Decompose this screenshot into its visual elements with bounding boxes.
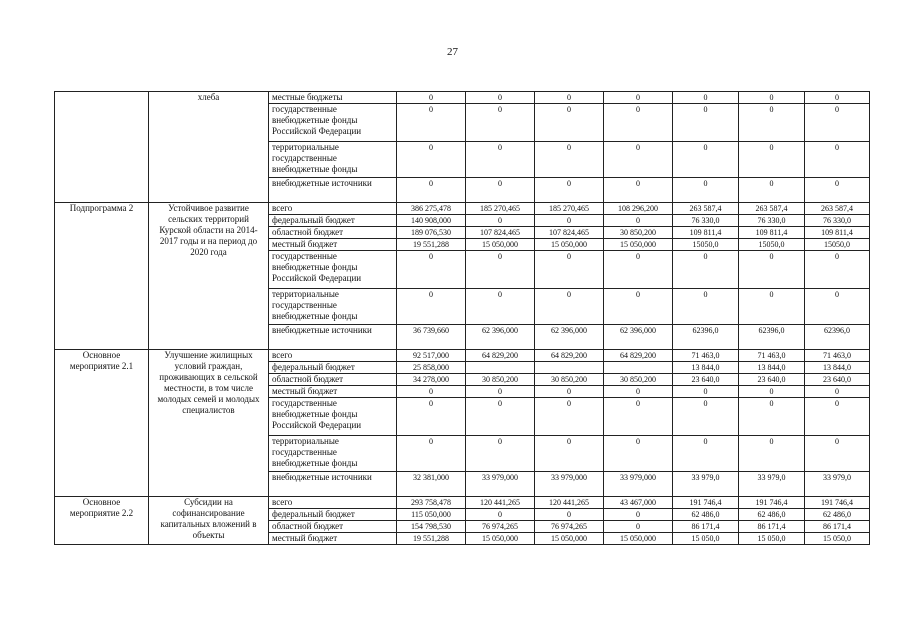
measure-name-cell: Устойчивое развитие сельских территорий Курской области на 2014-2017 годы и на период до 2020 года: [149, 203, 269, 350]
amount-cell: 13 844,0: [805, 362, 870, 374]
amount-cell: 191 746,4: [805, 497, 870, 509]
amount-cell: 43 467,000: [604, 497, 673, 509]
amount-cell: 0: [604, 104, 673, 142]
amount-cell: 0: [535, 92, 604, 104]
funding-source-cell: областной бюджет: [269, 374, 397, 386]
amount-cell: 33 979,000: [604, 472, 673, 497]
amount-cell: 62396,0: [805, 325, 870, 350]
amount-cell: 0: [466, 178, 535, 203]
amount-cell: 15 050,000: [466, 533, 535, 545]
amount-cell: 0: [535, 436, 604, 472]
amount-cell: 15050,0: [673, 239, 739, 251]
funding-source-cell: местный бюджет: [269, 533, 397, 545]
amount-cell: 120 441,265: [535, 497, 604, 509]
amount-cell: 30 850,200: [604, 374, 673, 386]
amount-cell: 0: [673, 142, 739, 178]
amount-cell: 0: [397, 289, 466, 325]
amount-cell: 15 050,000: [535, 239, 604, 251]
amount-cell: 0: [466, 92, 535, 104]
amount-cell: 0: [466, 142, 535, 178]
amount-cell: 185 270,465: [466, 203, 535, 215]
amount-cell: 0: [805, 436, 870, 472]
amount-cell: 34 278,000: [397, 374, 466, 386]
amount-cell: 62 396,000: [466, 325, 535, 350]
amount-cell: 0: [604, 398, 673, 436]
amount-cell: 0: [466, 289, 535, 325]
amount-cell: 62 396,000: [604, 325, 673, 350]
funding-source-cell: государственные внебюджетные фонды Российской Федерации: [269, 104, 397, 142]
amount-cell: 76 330,0: [673, 215, 739, 227]
amount-cell: 0: [739, 436, 805, 472]
amount-cell: 15050,0: [805, 239, 870, 251]
amount-cell: 33 979,0: [673, 472, 739, 497]
amount-cell: 13 844,0: [739, 362, 805, 374]
amount-cell: 64 829,200: [604, 350, 673, 362]
amount-cell: 107 824,465: [466, 227, 535, 239]
amount-cell: 0: [673, 436, 739, 472]
amount-cell: 263 587,4: [673, 203, 739, 215]
amount-cell: 86 171,4: [673, 521, 739, 533]
amount-cell: 62396,0: [739, 325, 805, 350]
amount-cell: 0: [604, 215, 673, 227]
budget-table-body: [55, 92, 870, 545]
amount-cell: 71 463,0: [739, 350, 805, 362]
amount-cell: 0: [397, 436, 466, 472]
amount-cell: 185 270,465: [535, 203, 604, 215]
amount-cell: 15 050,0: [673, 533, 739, 545]
amount-cell: 0: [604, 289, 673, 325]
amount-cell: 263 587,4: [739, 203, 805, 215]
measure-name-cell: хлеба: [149, 92, 269, 203]
amount-cell: 0: [535, 251, 604, 289]
funding-source-cell: всего: [269, 350, 397, 362]
amount-cell: 115 050,000: [397, 509, 466, 521]
amount-cell: 263 587,4: [805, 203, 870, 215]
amount-cell: 86 171,4: [805, 521, 870, 533]
amount-cell: 62396,0: [673, 325, 739, 350]
amount-cell: 0: [805, 398, 870, 436]
amount-cell: 191 746,4: [673, 497, 739, 509]
funding-source-cell: территориальные государственные внебюджетные фонды: [269, 436, 397, 472]
amount-cell: 76 330,0: [805, 215, 870, 227]
funding-source-cell: всего: [269, 497, 397, 509]
amount-cell: 23 640,0: [805, 374, 870, 386]
amount-cell: 0: [604, 178, 673, 203]
amount-cell: 0: [673, 289, 739, 325]
funding-source-cell: внебюджетные источники: [269, 325, 397, 350]
funding-source-cell: федеральный бюджет: [269, 509, 397, 521]
amount-cell: 191 746,4: [739, 497, 805, 509]
amount-cell: [466, 362, 535, 374]
amount-cell: 86 171,4: [739, 521, 805, 533]
amount-cell: 13 844,0: [673, 362, 739, 374]
amount-cell: 0: [739, 386, 805, 398]
amount-cell: 0: [805, 92, 870, 104]
amount-cell: 0: [739, 92, 805, 104]
amount-cell: 0: [604, 509, 673, 521]
amount-cell: 15 050,0: [739, 533, 805, 545]
amount-cell: 32 381,000: [397, 472, 466, 497]
amount-cell: 33 979,000: [535, 472, 604, 497]
amount-cell: 19 551,288: [397, 533, 466, 545]
funding-source-cell: федеральный бюджет: [269, 362, 397, 374]
amount-cell: 30 850,200: [535, 374, 604, 386]
amount-cell: 25 858,000: [397, 362, 466, 374]
amount-cell: 0: [535, 398, 604, 436]
amount-cell: 120 441,265: [466, 497, 535, 509]
program-cell: Подпрограмма 2: [55, 203, 149, 350]
funding-source-cell: государственные внебюджетные фонды Российской Федерации: [269, 398, 397, 436]
amount-cell: 64 829,200: [466, 350, 535, 362]
amount-cell: 76 974,265: [466, 521, 535, 533]
amount-cell: 0: [673, 178, 739, 203]
amount-cell: 33 979,000: [466, 472, 535, 497]
funding-source-cell: местный бюджет: [269, 386, 397, 398]
funding-source-cell: областной бюджет: [269, 227, 397, 239]
amount-cell: 0: [805, 251, 870, 289]
amount-cell: 0: [739, 142, 805, 178]
amount-cell: 0: [805, 386, 870, 398]
measure-name-cell: Улучшение жилищных условий граждан, проживающих в сельской местности, в том числе молодых семей и молодых специалистов: [149, 350, 269, 497]
amount-cell: 0: [397, 178, 466, 203]
amount-cell: 23 640,0: [673, 374, 739, 386]
amount-cell: 109 811,4: [805, 227, 870, 239]
amount-cell: 0: [535, 289, 604, 325]
table-row-total: [55, 203, 870, 215]
amount-cell: 108 296,200: [604, 203, 673, 215]
amount-cell: 0: [805, 289, 870, 325]
amount-cell: 0: [397, 104, 466, 142]
amount-cell: 0: [466, 436, 535, 472]
funding-source-cell: территориальные государственные внебюджетные фонды: [269, 289, 397, 325]
amount-cell: 0: [673, 104, 739, 142]
amount-cell: 0: [805, 178, 870, 203]
program-cell: Основное мероприятие 2.2: [55, 497, 149, 545]
funding-source-cell: областной бюджет: [269, 521, 397, 533]
amount-cell: 293 758,478: [397, 497, 466, 509]
amount-cell: 0: [604, 142, 673, 178]
amount-cell: 30 850,200: [466, 374, 535, 386]
amount-cell: 33 979,0: [805, 472, 870, 497]
amount-cell: 0: [466, 251, 535, 289]
amount-cell: 30 850,200: [604, 227, 673, 239]
amount-cell: 0: [739, 289, 805, 325]
amount-cell: 0: [466, 386, 535, 398]
amount-cell: 189 076,530: [397, 227, 466, 239]
amount-cell: 140 908,000: [397, 215, 466, 227]
funding-source-cell: местный бюджет: [269, 239, 397, 251]
amount-cell: 92 517,000: [397, 350, 466, 362]
amount-cell: 0: [739, 251, 805, 289]
amount-cell: 0: [466, 215, 535, 227]
amount-cell: 0: [673, 386, 739, 398]
amount-cell: 0: [604, 386, 673, 398]
amount-cell: 36 739,660: [397, 325, 466, 350]
amount-cell: 71 463,0: [805, 350, 870, 362]
funding-source-cell: внебюджетные источники: [269, 472, 397, 497]
amount-cell: 0: [397, 398, 466, 436]
amount-cell: 76 974,265: [535, 521, 604, 533]
amount-cell: 62 486,0: [673, 509, 739, 521]
amount-cell: 0: [535, 104, 604, 142]
funding-source-cell: территориальные государственные внебюджетные фонды: [269, 142, 397, 178]
amount-cell: 0: [739, 178, 805, 203]
amount-cell: 15 050,000: [604, 239, 673, 251]
amount-cell: 62 486,0: [805, 509, 870, 521]
amount-cell: 154 798,530: [397, 521, 466, 533]
funding-source-cell: местные бюджеты: [269, 92, 397, 104]
amount-cell: 109 811,4: [673, 227, 739, 239]
amount-cell: 0: [604, 521, 673, 533]
amount-cell: 15 050,000: [604, 533, 673, 545]
table-row-local-budgets: [55, 92, 870, 104]
amount-cell: 76 330,0: [739, 215, 805, 227]
amount-cell: 15 050,000: [535, 533, 604, 545]
amount-cell: 0: [397, 386, 466, 398]
amount-cell: 0: [535, 178, 604, 203]
amount-cell: 0: [535, 215, 604, 227]
amount-cell: 0: [604, 251, 673, 289]
amount-cell: 0: [604, 436, 673, 472]
amount-cell: [604, 362, 673, 374]
amount-cell: 15 050,0: [805, 533, 870, 545]
amount-cell: 0: [535, 509, 604, 521]
amount-cell: 19 551,288: [397, 239, 466, 251]
amount-cell: 0: [673, 251, 739, 289]
table-row-total: [55, 350, 870, 362]
amount-cell: [535, 362, 604, 374]
funding-source-cell: государственные внебюджетные фонды Российской Федерации: [269, 251, 397, 289]
amount-cell: 33 979,0: [739, 472, 805, 497]
amount-cell: 0: [466, 398, 535, 436]
funding-source-cell: внебюджетные источники: [269, 178, 397, 203]
funding-source-cell: всего: [269, 203, 397, 215]
amount-cell: 0: [535, 142, 604, 178]
amount-cell: 23 640,0: [739, 374, 805, 386]
amount-cell: 0: [739, 104, 805, 142]
funding-source-cell: федеральный бюджет: [269, 215, 397, 227]
amount-cell: 0: [397, 142, 466, 178]
amount-cell: 62 396,000: [535, 325, 604, 350]
page-number: 27: [447, 46, 458, 58]
amount-cell: 15050,0: [739, 239, 805, 251]
amount-cell: 0: [673, 398, 739, 436]
amount-cell: 0: [739, 398, 805, 436]
amount-cell: 64 829,200: [535, 350, 604, 362]
amount-cell: 71 463,0: [673, 350, 739, 362]
amount-cell: 386 275,478: [397, 203, 466, 215]
amount-cell: 107 824,465: [535, 227, 604, 239]
program-cell: Основное мероприятие 2.1: [55, 350, 149, 497]
program-cell: [55, 92, 149, 203]
budget-table: [54, 91, 870, 545]
amount-cell: 0: [466, 509, 535, 521]
amount-cell: 0: [805, 142, 870, 178]
table-row-total: [55, 497, 870, 509]
amount-cell: 15 050,000: [466, 239, 535, 251]
amount-cell: 0: [535, 386, 604, 398]
amount-cell: 0: [673, 92, 739, 104]
amount-cell: 62 486,0: [739, 509, 805, 521]
amount-cell: 0: [397, 251, 466, 289]
measure-name-cell: Субсидии на софинансирование капитальных вложений в объекты: [149, 497, 269, 545]
amount-cell: 0: [466, 104, 535, 142]
amount-cell: 0: [805, 104, 870, 142]
amount-cell: 0: [604, 92, 673, 104]
amount-cell: 0: [397, 92, 466, 104]
amount-cell: 109 811,4: [739, 227, 805, 239]
